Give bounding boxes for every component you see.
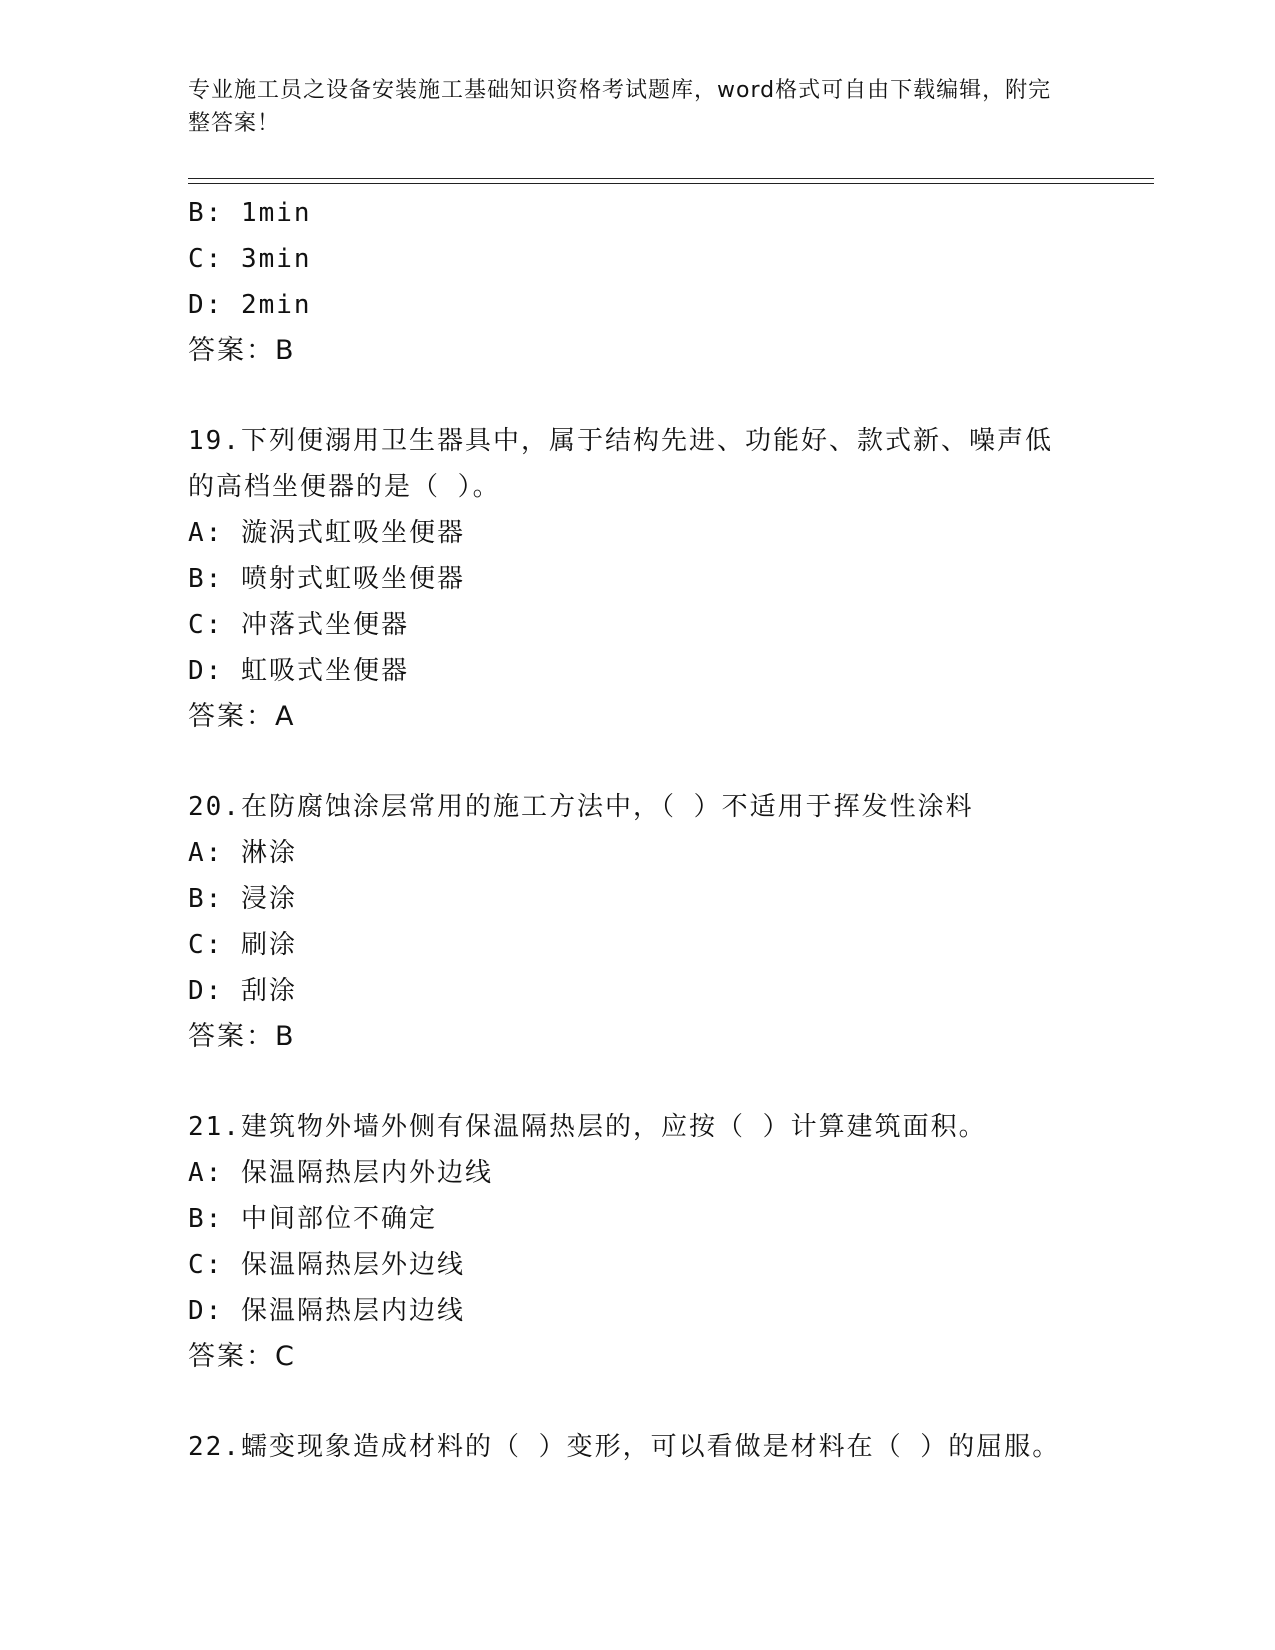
option-b: B: 中间部位不确定 (188, 1204, 437, 1234)
option-a: A: 淋涂 (188, 838, 297, 868)
option-d: D: 保温隔热层内边线 (188, 1296, 465, 1326)
question-20 (188, 784, 1088, 1060)
option-d: D: 2min (188, 290, 312, 320)
question-22 (188, 1424, 1088, 1470)
option-c: C: 3min (188, 244, 312, 274)
document-header: 专业施工员之设备安装施工基础知识资格考试题库，word格式可自由下载编辑，附完整答案！ (188, 78, 1052, 136)
option-b: B: 浸涂 (188, 884, 297, 914)
option-a: A: 保温隔热层内外边线 (188, 1158, 493, 1188)
option-c: C: 刷涂 (188, 930, 297, 960)
question-21 (188, 1104, 1088, 1380)
option-c: C: 冲落式坐便器 (188, 610, 409, 640)
question-content (188, 190, 1088, 1470)
question-stem: 19.下列便溺用卫生器具中，属于结构先进、功能好、款式新、噪声低 (188, 426, 1053, 456)
question-stem: 22.蠕变现象造成材料的（ ）变形，可以看做是材料在（ ）的屈服。 (188, 1432, 1061, 1462)
answer: 答案：C (188, 1341, 296, 1372)
question-stem: 21.建筑物外墙外侧有保温隔热层的，应按（ ）计算建筑面积。 (188, 1112, 987, 1142)
question-stem: 20.在防腐蚀涂层常用的施工方法中，（ ）不适用于挥发性涂料 (188, 792, 974, 822)
option-d: D: 刮涂 (188, 976, 297, 1006)
option-c: C: 保温隔热层外边线 (188, 1250, 465, 1280)
answer: 答案：B (188, 1021, 296, 1052)
option-d: D: 虹吸式坐便器 (188, 656, 409, 686)
header-divider-top (188, 178, 1154, 179)
option-a: A: 漩涡式虹吸坐便器 (188, 518, 465, 548)
question-18-continuation (188, 190, 1088, 374)
question-19 (188, 418, 1088, 740)
answer: 答案：A (188, 701, 296, 732)
header-divider-bottom (188, 183, 1154, 184)
question-stem-cont: 的高档坐便器的是（ ）。 (188, 472, 501, 502)
answer: 答案：B (188, 335, 296, 366)
option-b: B: 1min (188, 198, 312, 228)
option-b: B: 喷射式虹吸坐便器 (188, 564, 465, 594)
